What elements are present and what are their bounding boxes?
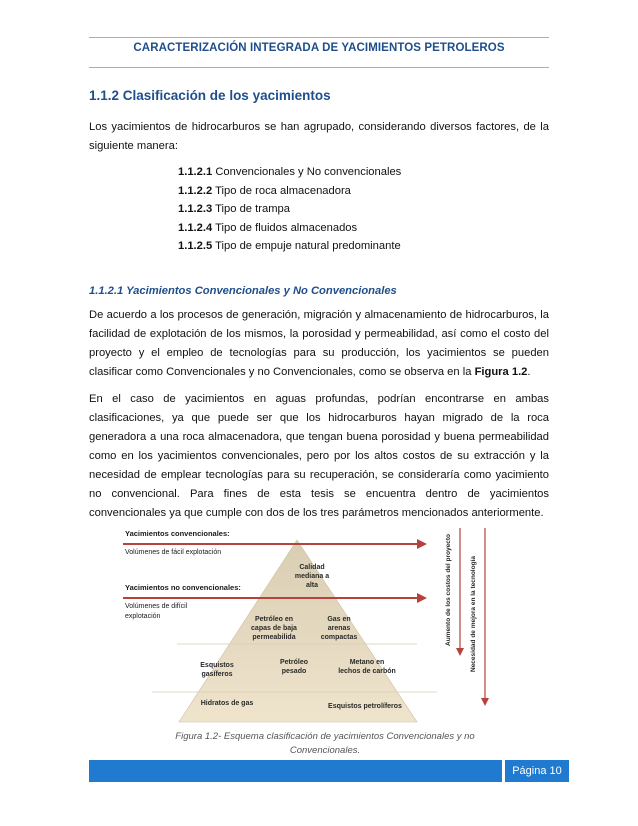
conventional-subtitle: Volúmenes de fácil explotación (125, 549, 222, 556)
top-label: Calidad (299, 564, 325, 571)
figure-caption-line-2: Convencionales. (289, 745, 361, 756)
document-header-title: CARACTERIZACIÓN INTEGRADA DE YACIMIENTOS PETROLEROS (133, 42, 505, 54)
intro-paragraph: Los yacimientos de hidrocarburos se han agrupado, considerando diversos factores, de la siguiente manera: (89, 121, 549, 152)
mid-right-label-3: compactas (320, 634, 358, 641)
low-label-b-2: pesado (281, 668, 307, 675)
mid-left-label-2: capas de baja (251, 625, 297, 632)
figure-caption (160, 730, 490, 758)
mid-left-label-3: permeabilida (252, 634, 296, 641)
low-label-c: Metano en (349, 659, 385, 666)
low-label-b: Petróleo (279, 659, 309, 666)
list-item: 1.1.2.2 Tipo de roca almacenadora (178, 184, 351, 197)
conventional-title: Yacimientos convencionales: (125, 529, 230, 538)
list-item: 1.1.2.5 Tipo de empuje natural predominante (178, 240, 401, 252)
mid-right-label: Gas en (327, 616, 351, 623)
base-left-label: Hidratos de gas (200, 700, 254, 707)
page-number: Página 10 (505, 760, 569, 782)
top-label-2: mediana a (294, 573, 330, 580)
header-top-rule (89, 37, 549, 38)
figure-caption-line-1: Figura 1.2- Esquema clasificación de yacimientos Convencionales y no (175, 731, 475, 742)
list-item: 1.1.2.1 Convencionales y No convencionales (178, 166, 402, 178)
classification-list (178, 163, 401, 256)
low-label-c-2: lechos de carbón (338, 668, 396, 675)
cost-arrow-label: Aumento de los costos del proyecto (445, 534, 452, 646)
nonconventional-title: Yacimientos no convencionales: (125, 583, 241, 592)
technology-arrow-label: Necesidad de mejora en la tecnología (470, 556, 477, 672)
mid-right-label-2: arenas (327, 625, 351, 632)
paragraph-2: En el caso de yacimientos en aguas profundas, podrían encontrarse en ambas clasificaciones, ya que puede ser que los hidrocarburos hayan migrado de la roca generadora a una roca almacenadora, que tengan buena porosidad y buena permeabilidad como en los yacimientos convencionales, pero por los altos costos de su extracción y la necesidad de emplear tecnologías para su recuperación, se consideraría como yacimiento no convencional. Para fines de esta tesis se encuentra dentro de yacimientos convencionales ya que cumple con dos de los tres parámetros mencionados anteriormente. (89, 393, 549, 519)
paragraph-1: De acuerdo a los procesos de generación, migración y almacenamiento de hidrocarburos, la facilidad de explotación de los mismos, la porosidad y permeabilidad, así como el costo del proyecto y el empleo de tecnologías para su producción, los yacimientos se pueden clasificar como Convencionales y no Convencionales, como se observa en la Figura 1.2. (89, 309, 549, 378)
footer-bar (89, 760, 502, 782)
top-label-3: alta (305, 582, 319, 589)
mid-left-label: Petróleo en (254, 616, 294, 623)
list-item: 1.1.2.3 Tipo de trampa (178, 203, 290, 215)
list-item: 1.1.2.4 Tipo de fluidos almacenados (178, 221, 358, 234)
figure-reference: Figura 1.2 (474, 366, 528, 378)
header-bottom-rule (89, 67, 549, 68)
nonconventional-subtitle: Volúmenes de difícil (125, 603, 188, 610)
section-heading: 1.1.2 Clasificación de los yacimientos (89, 88, 331, 103)
subsection-heading: 1.1.2.1 Yacimientos Convencionales y No Convencionales (89, 285, 397, 297)
low-label-a-2: gasíferos (201, 671, 233, 678)
base-right-label: Esquistos petrolíferos (328, 703, 402, 710)
nonconventional-subtitle-2: explotación (125, 613, 161, 620)
low-label-a: Esquistos (200, 662, 234, 669)
classification-pyramid-figure (117, 522, 502, 725)
